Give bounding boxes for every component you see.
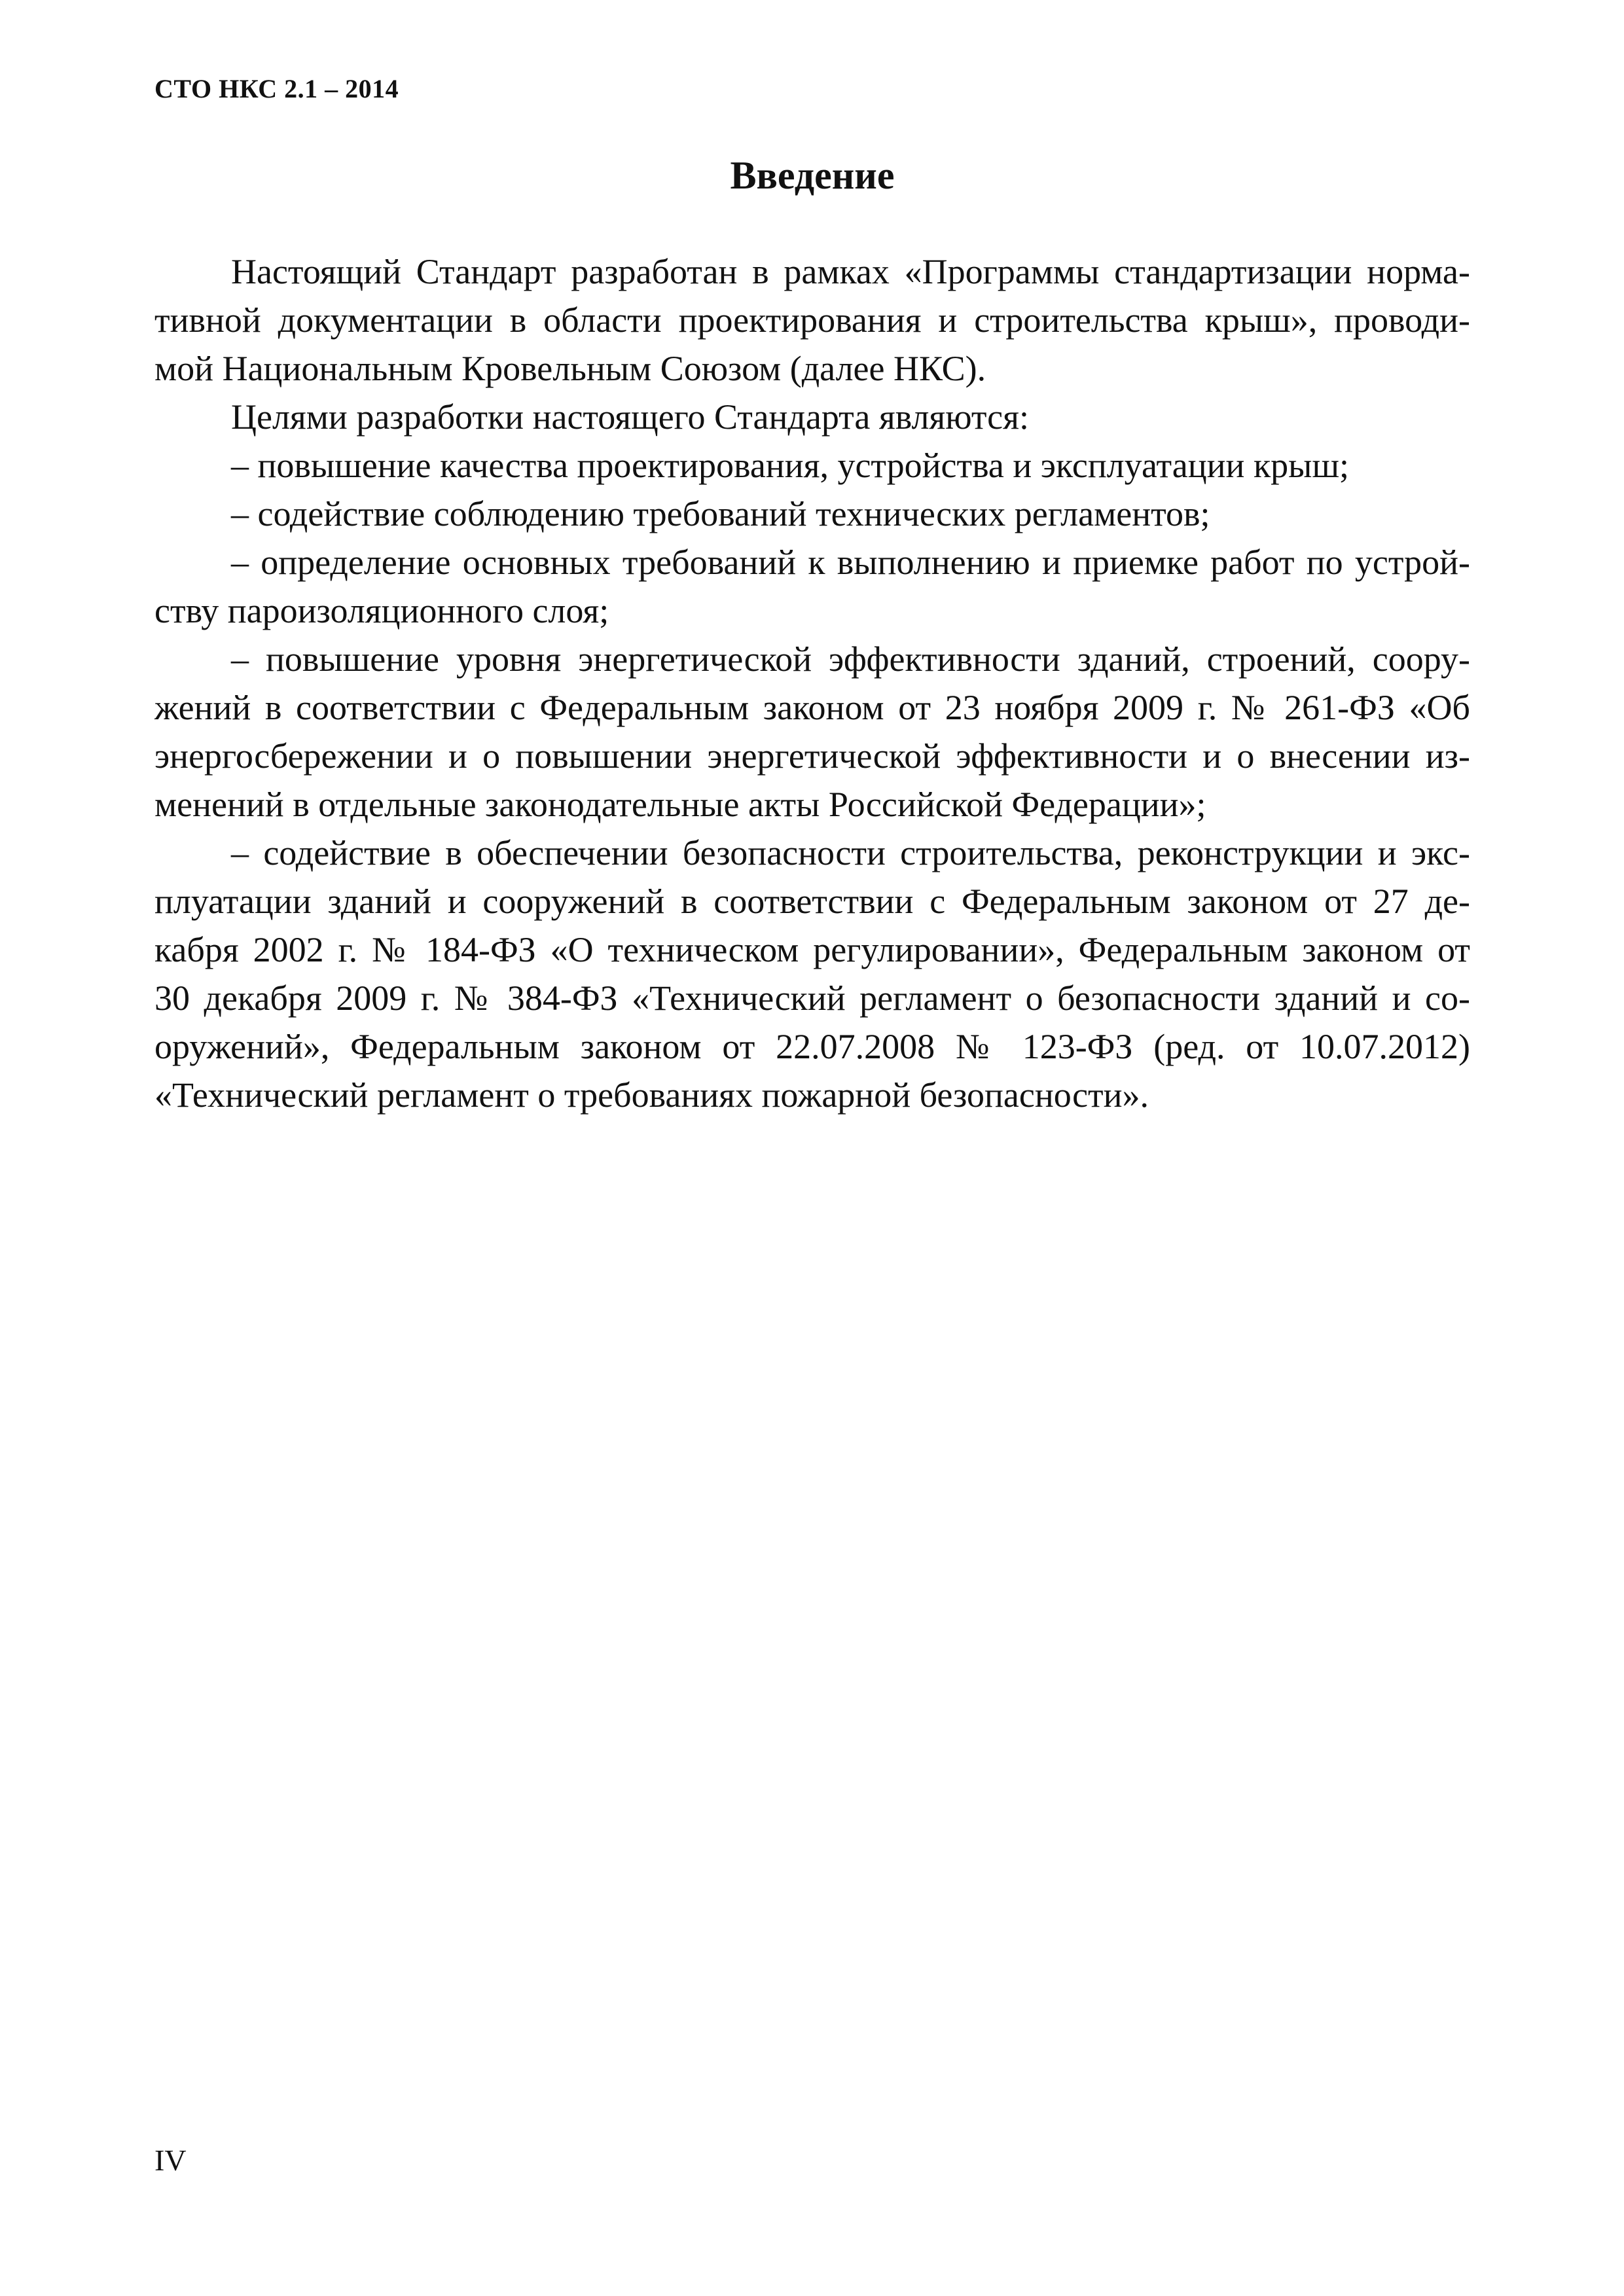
text-line: тивной документации в области проектирования и строительства крыш», проводи- bbox=[154, 300, 1470, 340]
paragraph-goals-heading bbox=[154, 393, 1470, 441]
text-line: – повышение уровня энергетической эффективности зданий, строений, соору- bbox=[231, 639, 1470, 679]
introduction-body bbox=[154, 247, 1470, 1119]
text-line: – содействие в обеспечении безопасности строительства, реконструкции и экс- bbox=[231, 833, 1470, 872]
text-line: мой Национальным Кровельным Союзом (далее НКС). bbox=[154, 349, 986, 388]
text-line: – определение основных требований к выполнению и приемке работ по устрой- bbox=[231, 543, 1470, 582]
text-line: оружений», Федеральным законом от 22.07.2008 № 123-ФЗ (ред. от 10.07.2012) bbox=[154, 1027, 1470, 1066]
text-line: плуатации зданий и сооружений в соответствии с Федеральным законом от 27 де- bbox=[154, 882, 1470, 921]
paragraph-intro bbox=[154, 247, 1470, 393]
document-code-header: СТО НКС 2.1 – 2014 bbox=[154, 74, 399, 103]
list-item-energy-efficiency bbox=[154, 635, 1470, 829]
text-line: – повышение качества проектирования, устройства и эксплуатации крыш; bbox=[231, 446, 1350, 485]
text-line: менений в отдельные законодательные акты Российской Федерации»; bbox=[154, 785, 1206, 824]
list-item-vapor-barrier bbox=[154, 538, 1470, 635]
text-line: – содействие соблюдению требований технических регламентов; bbox=[231, 494, 1210, 533]
text-line: жений в соответствии с Федеральным законом от 23 ноября 2009 г. № 261-ФЗ «Об bbox=[154, 688, 1470, 727]
text-line: энергосбережении и о повышении энергетической эффективности и о внесении из- bbox=[154, 736, 1470, 776]
text-line: кабря 2002 г. № 184-ФЗ «О техническом регулировании», Федеральным законом от bbox=[154, 930, 1470, 969]
text-line: Целями разработки настоящего Стандарта являются: bbox=[231, 397, 1029, 437]
list-item-quality bbox=[154, 441, 1470, 490]
page-number: IV bbox=[154, 2144, 187, 2177]
list-item-safety bbox=[154, 829, 1470, 1119]
text-line: ству пароизоляционного слоя; bbox=[154, 591, 609, 630]
text-line: «Технический регламент о требованиях пожарной безопасности». bbox=[154, 1075, 1149, 1115]
text-line: Настоящий Стандарт разработан в рамках «Программы стандартизации норма- bbox=[231, 252, 1470, 291]
text-line: 30 декабря 2009 г. № 384-ФЗ «Технический регламент о безопасности зданий и со- bbox=[154, 978, 1470, 1018]
section-title: Введение bbox=[730, 154, 895, 197]
list-item-regulations bbox=[154, 490, 1470, 538]
